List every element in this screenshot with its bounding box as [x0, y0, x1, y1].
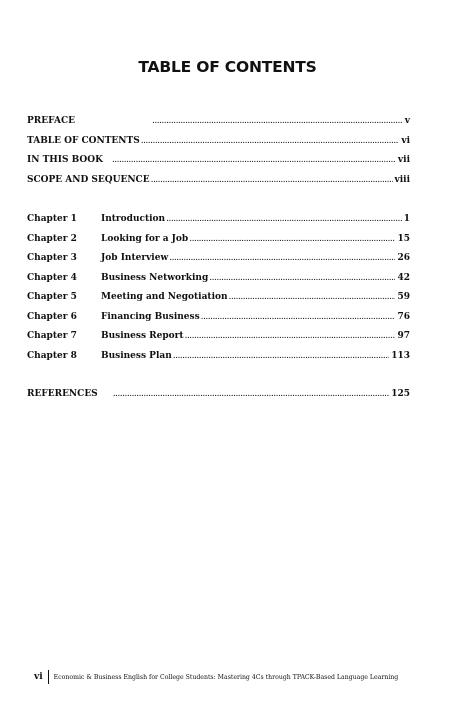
toc-page-number: 113 — [391, 350, 410, 361]
toc-page-number: vii — [397, 155, 410, 165]
toc-page-number: v — [404, 116, 410, 126]
toc-entry-label: IN THIS BOOK — [27, 155, 103, 165]
page-footer — [34, 670, 398, 684]
footer-page-number: vi — [34, 672, 43, 682]
chapter-number: Chapter 2 — [27, 233, 77, 244]
chapter-title: Business Plan — [101, 350, 172, 361]
toc-entry-chapter-3[interactable] — [27, 253, 410, 273]
toc-entry-label: REFERENCES — [27, 389, 98, 399]
chapter-number: Chapter 1 — [27, 214, 77, 224]
toc-page-number: 42 — [397, 272, 410, 283]
toc-entry-chapter-7[interactable] — [27, 331, 410, 351]
toc-page-number: 59 — [397, 292, 410, 302]
toc-page-number: 97 — [397, 331, 410, 341]
chapter-title: Meeting and Negotiation — [101, 292, 228, 302]
chapter-number: Chapter 4 — [27, 272, 77, 283]
chapter-title: Introduction — [101, 214, 166, 224]
dot-leader — [173, 351, 389, 361]
toc-page-number: viii — [394, 174, 410, 185]
chapter-number: Chapter 3 — [27, 253, 77, 263]
chapter-title: Business Report — [101, 331, 184, 341]
dot-leader — [166, 214, 402, 224]
toc-entry-chapter-4[interactable] — [27, 273, 410, 293]
chapter-title: Job Interview — [101, 253, 169, 263]
dot-leader — [141, 136, 400, 146]
references-block — [27, 389, 410, 409]
chapter-number: Chapter 5 — [27, 292, 77, 302]
chapter-number: Chapter 6 — [27, 311, 77, 322]
chapter-title: Business Networking — [101, 272, 209, 283]
chapter-title: Looking for a Job — [101, 233, 189, 244]
page-title: TABLE OF CONTENTS — [138, 58, 317, 76]
dot-leader — [201, 312, 396, 322]
dot-leader — [229, 292, 396, 302]
chapter-number: Chapter 7 — [27, 331, 77, 341]
dot-leader — [169, 253, 395, 263]
dot-leader — [113, 389, 390, 399]
toc-entry-in-this-book[interactable] — [27, 155, 410, 175]
toc-entry-label: PREFACE — [27, 116, 75, 126]
toc-page-number: 76 — [397, 311, 410, 322]
footer-book-title: Economic & Business English for College Students: Mastering 4Cs through TPACK-Based Language Learning — [53, 673, 399, 681]
chapter-number: Chapter 8 — [27, 350, 77, 361]
front-matter-list — [27, 116, 410, 194]
dot-leader — [151, 175, 393, 185]
toc-entry-scope-and-sequence[interactable] — [27, 175, 410, 195]
footer-divider — [48, 670, 49, 684]
toc-entry-chapter-2[interactable] — [27, 234, 410, 254]
toc-entry-chapter-6[interactable] — [27, 312, 410, 332]
dot-leader — [112, 155, 396, 165]
toc-page-number: 125 — [391, 389, 410, 399]
chapter-list — [27, 214, 410, 370]
dot-leader — [209, 273, 395, 283]
toc-entry-label: SCOPE AND SEQUENCE — [27, 174, 150, 185]
toc-entry-preface[interactable] — [27, 116, 410, 136]
toc-entry-label: TABLE OF CONTENTS — [27, 135, 140, 146]
toc-page-number: 15 — [397, 233, 410, 244]
dot-leader — [152, 116, 403, 126]
chapter-title: Financing Business — [101, 311, 200, 322]
toc-page-number: 26 — [397, 253, 410, 263]
toc-entry-references[interactable] — [27, 389, 410, 409]
dot-leader — [185, 331, 396, 341]
toc-page-number: vi — [401, 135, 410, 146]
toc-entry-chapter-8[interactable] — [27, 351, 410, 371]
toc-page-number: 1 — [403, 214, 410, 224]
toc-entry-chapter-1[interactable] — [27, 214, 410, 234]
dot-leader — [189, 234, 395, 244]
toc-entry-chapter-5[interactable] — [27, 292, 410, 312]
toc-entry-table-of-contents[interactable] — [27, 136, 410, 156]
